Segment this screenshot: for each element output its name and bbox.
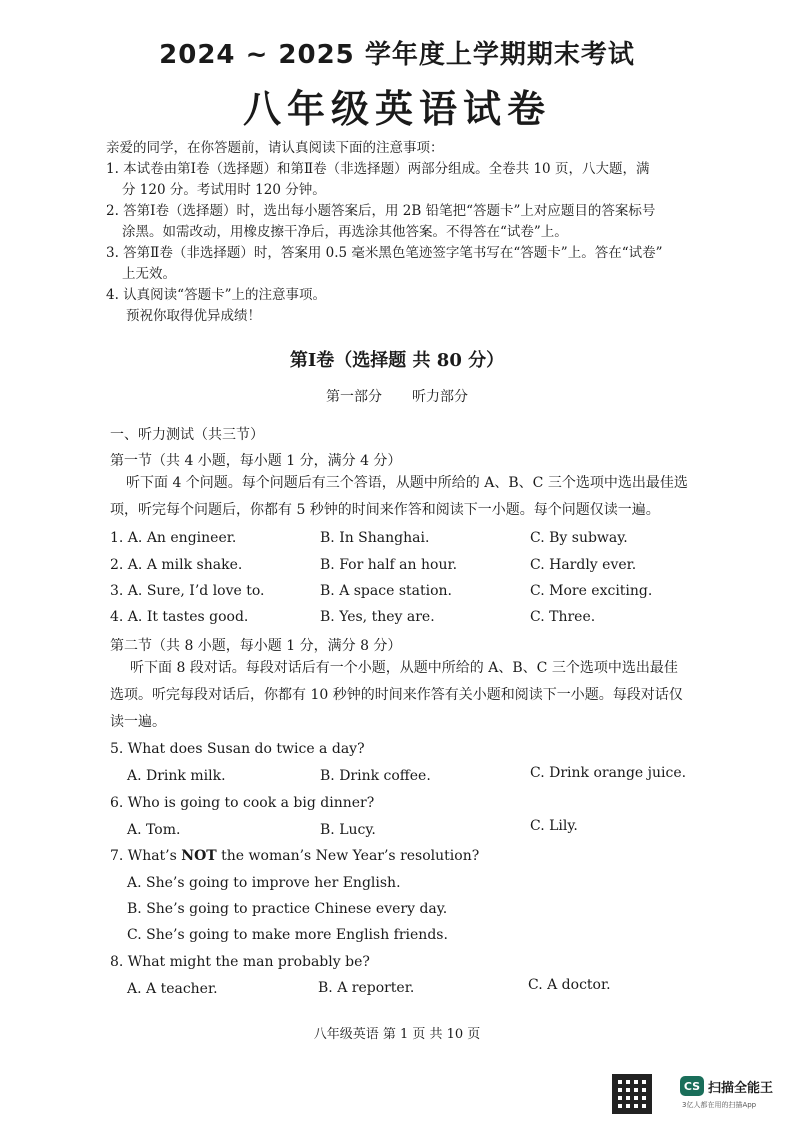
q2-option-a: 2. A. A milk shake. [110,557,243,573]
q5-option-c: C. Drink orange juice. [530,765,687,781]
q8-stem: 8. What might the man probably be? [110,954,370,970]
notice-block [106,138,736,327]
q4-option-b: B. Yes, they are. [320,609,435,625]
section-heading: 一、听力测试（共三节） [110,427,264,443]
part-number: 第一部分 [326,389,382,405]
notice-item-2: 2. 答第Ⅰ卷（选择题）时，选出每小题答案后，用 2B 铅笔把“答题卡”上对应题目的答案标号 [106,203,656,219]
notice-intro: 亲爱的同学，在你答题前，请认真阅读下面的注意事项： [106,140,444,156]
q6-option-a: A. Tom. [127,822,181,838]
page-footer: 八年级英语 第 1 页 共 10 页 [313,1027,481,1042]
section1-instr-line2: 项，听完每个问题后，你都有 5 秒钟的时间来作答和阅读下一小题。每个问题仅读一遍。 [110,502,660,518]
q7-stem-post: the woman’s New Year’s resolution? [216,848,480,864]
q5-option-a: A. Drink milk. [127,768,226,784]
q5-option-b: B. Drink coffee. [320,768,431,784]
q7-stem-pre: 7. What’s [110,848,182,864]
q1-option-c: C. By subway. [530,530,628,546]
notice-item-1: 1. 本试卷由第Ⅰ卷（选择题）和第Ⅱ卷（非选择题）两部分组成。全卷共 10 页，八大题，满 [106,161,650,177]
part-heading [0,386,794,406]
q3-option-c: C. More exciting. [530,583,653,599]
section2-heading: 第二节（共 8 小题，每小题 1 分，满分 8 分） [110,638,402,654]
section1-heading: 第一节（共 4 小题，每小题 1 分，满分 4 分） [110,453,402,469]
section2-instr-line3: 读一遍。 [110,714,166,730]
q6-option-c: C. Lily. [530,818,578,834]
q7-stem-emphasis: NOT [181,848,217,864]
notice-wish: 预祝你取得优异成绩！ [126,308,261,324]
qr-code-icon [612,1074,652,1114]
q7-stem [110,848,479,864]
q6-option-b: B. Lucy. [320,822,376,838]
q1-option-b: B. In Shanghai. [320,530,430,546]
q4-option-c: C. Three. [530,609,596,625]
q4-option-a: 4. A. It tastes good. [110,609,249,625]
scanner-app-name: 扫描全能王 [708,1081,774,1096]
notice-item-3: 3. 答第Ⅱ卷（非选择题）时，答案用 0.5 毫米黑色笔迹签字笔书写在“答题卡”上。答在“试卷” [106,245,663,261]
exam-title: 2024 ~ 2025 学年度上学期期末考试 [159,40,635,70]
notice-item-4: 4. 认真阅读“答题卡”上的注意事项。 [106,287,326,303]
section1-instructions [110,470,720,524]
q2-option-b: B. For half an hour. [320,557,458,573]
q3-option-a: 3. A. Sure, I’d love to. [110,583,265,599]
notice-item-2-cont: 涂黑。如需改动，用橡皮擦干净后，再选涂其他答案。不得答在“试卷”上。 [122,224,568,240]
q7-option-c: C. She’s going to make more English friends. [127,927,448,943]
q7-option-a: A. She’s going to improve her English. [127,875,401,891]
q1-option-a: 1. A. An engineer. [110,530,237,546]
notice-item-1-cont: 分 120 分。考试用时 120 分钟。 [122,182,326,198]
q3-option-b: B. A space station. [320,583,452,599]
notice-item-3-cont: 上无效。 [122,266,176,282]
q8-option-b: B. A reporter. [318,980,415,996]
q2-option-c: C. Hardly ever. [530,557,637,573]
section2-instr-line1: 听下面 8 段对话。每段对话后有一个小题，从题中所给的 A、B、C 三个选项中选出最佳 [130,660,678,676]
q8-option-c: C. A doctor. [528,977,611,993]
volume-heading: 第Ⅰ卷（选择题 共 80 分） [289,350,505,371]
scanner-logo-icon: CS [680,1076,704,1096]
part-name: 听力部分 [412,389,468,405]
exam-subtitle: 八年级英语试卷 [242,87,551,131]
q7-option-b: B. She’s going to practice Chinese every day. [127,901,448,917]
scanner-tagline: 3亿人都在用的扫描App [682,1101,757,1109]
section2-instr-line2: 选项。听完每段对话后，你都有 10 秒钟的时间来作答有关小题和阅读下一小题。每段对话仅 [110,687,683,703]
section1-instr-line1: 听下面 4 个问题。每个问题后有三个答语，从题中所给的 A、B、C 三个选项中选出最佳选 [126,475,688,491]
q6-stem: 6. Who is going to cook a big dinner? [110,795,375,811]
q8-option-a: A. A teacher. [127,981,218,997]
q5-stem: 5. What does Susan do twice a day? [110,741,365,757]
section2-instructions [110,655,720,736]
